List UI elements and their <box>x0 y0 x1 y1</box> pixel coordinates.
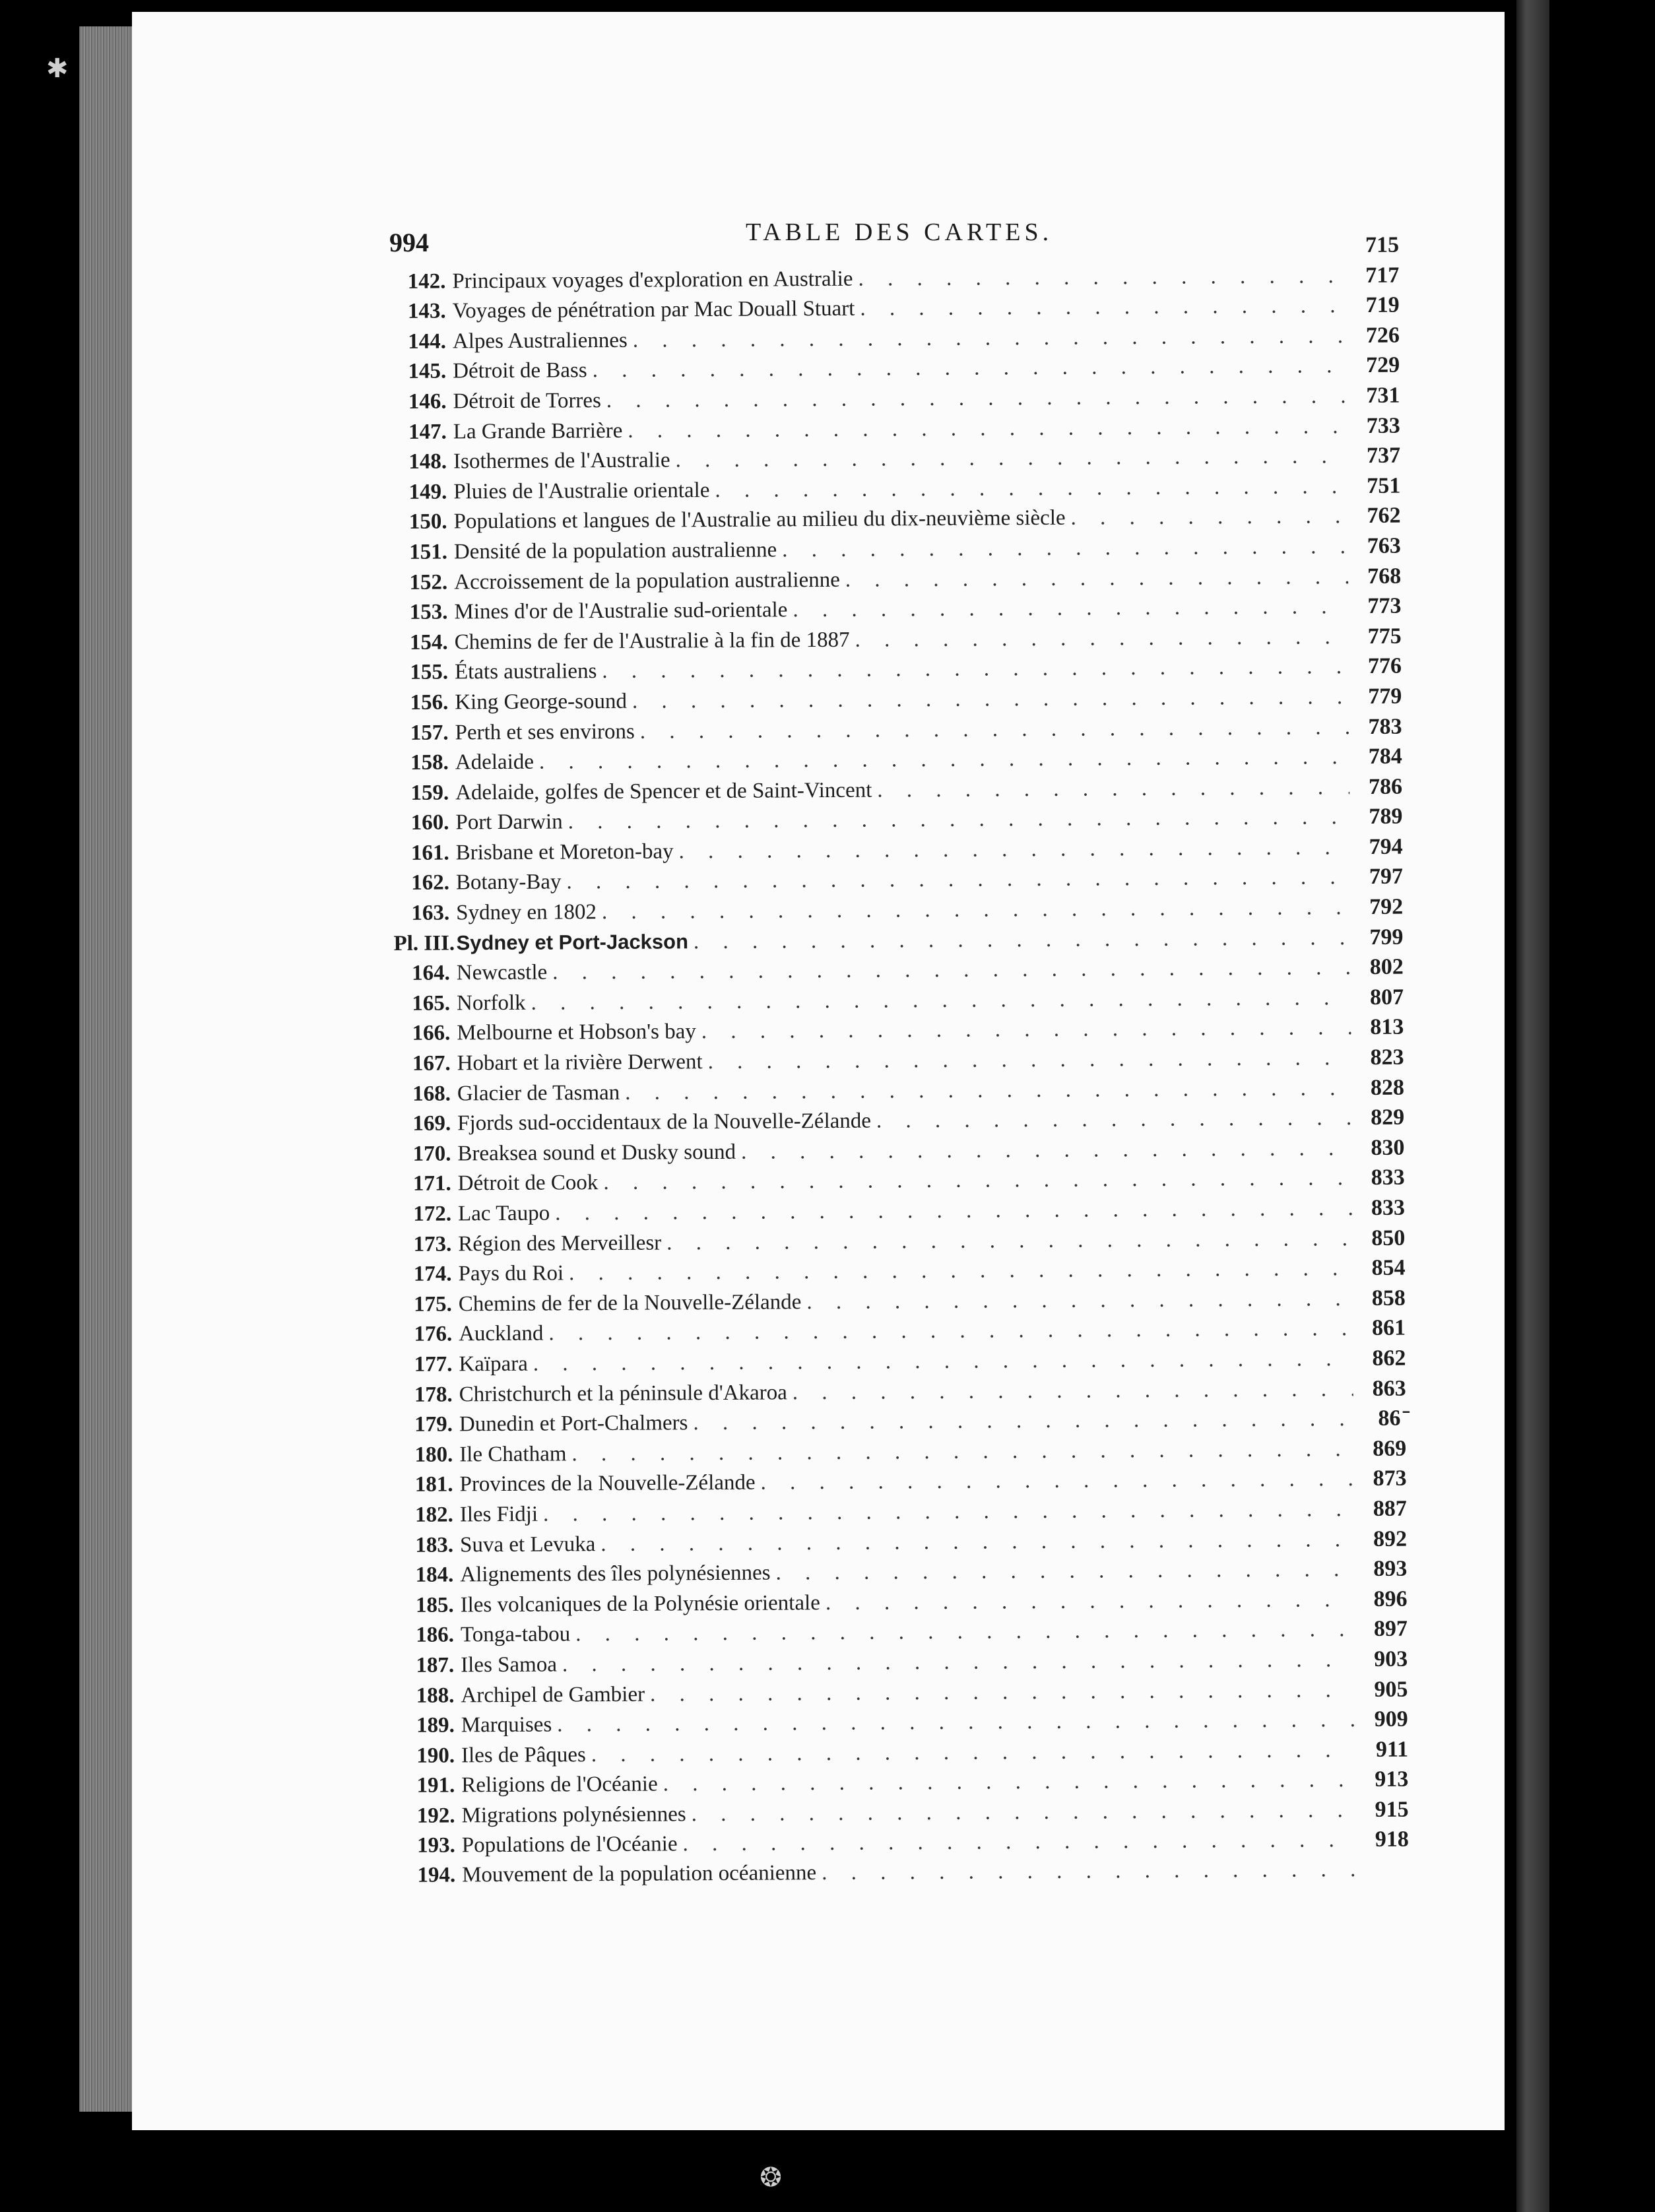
toc-entry-page: 784 <box>1368 744 1402 769</box>
toc-entry-page: 737 <box>1366 443 1401 469</box>
toc-entry-number: 164. <box>411 961 450 986</box>
toc-entry-number: 152. <box>409 570 448 595</box>
toc-entry-number: 151. <box>409 540 448 564</box>
toc-entry-title: Brisbane et Moreton-bay <box>455 839 674 865</box>
toc-dot-leader <box>562 1648 1355 1677</box>
toc-dot-leader <box>860 294 1346 321</box>
toc-dot-leader <box>568 805 1350 834</box>
toc-entry-title: Principaux voyages d'exploration en Australie <box>452 267 853 294</box>
toc-entry-number: 192. <box>416 1804 455 1828</box>
toc-entry-title: Ile Chatham <box>459 1442 567 1467</box>
toc-dot-leader <box>855 625 1348 653</box>
toc-entry-page: 896 <box>1373 1586 1408 1611</box>
toc-dot-leader <box>650 1678 1355 1707</box>
toc-entry-title: Provinces de la Nouvelle-Zélande <box>459 1470 756 1497</box>
toc-entry-title: Densité de la population australienne <box>453 538 777 564</box>
toc-entry-page: 768 <box>1367 564 1402 589</box>
toc-entry-title: Voyages de pénétration par Mac Douall Stuart <box>452 296 855 323</box>
toc-entry-number: 167. <box>412 1051 451 1076</box>
toc-entry-page: 789 <box>1369 804 1403 830</box>
toc-entry-title: Port Darwin <box>455 810 563 835</box>
toc-dot-leader <box>877 775 1349 802</box>
toc-entry-number: 158. <box>410 750 449 775</box>
toc-entry-page: 829 <box>1371 1105 1405 1130</box>
toc-entry-page: 717 <box>1365 263 1400 288</box>
toc-entry-number: 182. <box>414 1503 453 1527</box>
toc-dot-leader <box>569 1256 1353 1285</box>
toc-entry-page: 903 <box>1374 1646 1408 1672</box>
toc-entry-number: 180. <box>414 1443 453 1467</box>
toc-entry-title: Botany-Bay <box>455 870 562 895</box>
toc-entry-number: 169. <box>412 1111 451 1136</box>
toc-entry-number: 189. <box>416 1713 455 1738</box>
toc-entry-title: King George-sound <box>455 689 628 715</box>
toc-entry-number: 179. <box>414 1412 453 1437</box>
toc-entry-number: 159. <box>410 781 449 805</box>
toc-entry-number: 177. <box>414 1352 453 1377</box>
toc-entry-page: 892 <box>1373 1526 1408 1551</box>
toc-dot-leader <box>633 324 1347 353</box>
toc-entry-title: Migrations polynésiennes <box>461 1802 686 1828</box>
toc-entry-title: Pays du Roi <box>458 1261 564 1286</box>
toc-entry-title: Sydney et Port-Jackson <box>456 929 689 955</box>
toc-dot-leader <box>826 1588 1355 1615</box>
toc-dot-leader <box>822 1858 1356 1885</box>
toc-entry-title: Iles volcaniques de la Polynésie orientale <box>460 1590 820 1617</box>
toc-dot-leader <box>555 1196 1352 1225</box>
toc-dot-leader <box>539 745 1349 775</box>
toc-entry-page: 773 <box>1367 593 1402 619</box>
toc-entry-number: 185. <box>415 1593 454 1617</box>
toc-entry-number: 194. <box>417 1863 456 1887</box>
toc-dot-leader <box>666 1227 1352 1255</box>
toc-dot-leader <box>806 1287 1353 1315</box>
toc-entry-number: 161. <box>410 841 449 865</box>
toc-dot-leader <box>693 1407 1353 1435</box>
toc-entry-title: Religions de l'Océanie <box>461 1772 658 1798</box>
toc-entry-number: 153. <box>409 600 448 624</box>
toc-dot-leader <box>793 595 1348 622</box>
toc-entry-page: 862 <box>1372 1346 1406 1371</box>
toc-entry-page: 733 <box>1366 413 1400 438</box>
toc-entry-title: Hobart et la rivière Derwent <box>457 1050 703 1076</box>
toc-dot-leader <box>858 264 1346 292</box>
toc-entry-page: 915 <box>1375 1797 1409 1822</box>
toc-entry-page: 729 <box>1366 353 1400 378</box>
right-page-edge <box>1516 0 1549 2212</box>
toc-entry-page: 823 <box>1370 1045 1404 1070</box>
toc-dot-leader <box>845 565 1349 593</box>
toc-entry-number: 168. <box>412 1082 451 1106</box>
toc-dot-leader <box>760 1467 1353 1495</box>
toc-entry-page: 913 <box>1375 1767 1409 1792</box>
toc-entry-title: Détroit de Bass <box>453 358 587 383</box>
toc-entry-page: 751 <box>1367 473 1401 498</box>
toc-dot-leader <box>678 835 1349 864</box>
ornament-icon: ❂ <box>760 2163 782 2192</box>
toc-entry-title: Auckland <box>459 1321 544 1346</box>
toc-entry-number: 183. <box>415 1532 454 1557</box>
toc-entry-number: 186. <box>416 1623 455 1648</box>
toc-dot-leader <box>548 1317 1353 1346</box>
book-page-edges <box>79 26 139 2112</box>
toc-entry-page: 873 <box>1373 1466 1407 1491</box>
toc-entry-title: Lac Taupo <box>457 1201 550 1226</box>
toc-entry-page: 863 <box>1372 1376 1406 1401</box>
toc-entry-number: 188. <box>416 1683 455 1708</box>
toc-entry-number: 176. <box>414 1322 453 1347</box>
toc-entry-page: 918 <box>1375 1827 1409 1852</box>
toc-dot-leader <box>1070 504 1347 531</box>
toc-dot-leader <box>708 1046 1351 1074</box>
toc-dot-leader <box>600 1528 1354 1557</box>
toc-dot-leader <box>663 1768 1356 1796</box>
table-of-maps <box>389 233 1409 1894</box>
toc-entry-number: 162. <box>411 870 450 895</box>
toc-entry-title: Iles Samoa <box>461 1652 558 1677</box>
toc-entry-title: Suva et Levuka <box>459 1532 596 1557</box>
toc-entry-number: 157. <box>410 720 449 745</box>
toc-entry-page: 776 <box>1367 653 1402 679</box>
toc-entry-title: Chemins de fer de l'Australie à la fin de 1887 <box>454 628 850 655</box>
toc-entry-page: 786 <box>1368 774 1403 799</box>
toc-entry-page: 858 <box>1371 1285 1406 1311</box>
toc-entry-title: Marquises <box>461 1712 552 1738</box>
toc-row <box>399 1858 1409 1894</box>
toc-entry-page: 715 <box>1365 232 1400 257</box>
toc-entry-title: Détroit de Torres <box>453 389 601 414</box>
toc-entry-page: 869 <box>1373 1436 1407 1461</box>
toc-entry-page: 792 <box>1369 894 1404 920</box>
toc-entry-number: 146. <box>408 389 447 414</box>
toc-entry-title: Adelaide <box>455 750 535 775</box>
toc-dot-leader <box>591 1738 1355 1767</box>
toc-entry-number: 149. <box>408 480 447 504</box>
toc-entry-title: Christchurch et la péninsule d'Akaroa <box>459 1380 787 1406</box>
toc-entry-number <box>389 257 452 258</box>
toc-entry-title: Populations et langues de l'Australie au milieu du dix-neuvième siècle <box>453 506 1066 534</box>
toc-spacer <box>457 252 1346 257</box>
toc-entry-page: 799 <box>1369 925 1404 950</box>
page-number: 994 <box>389 228 429 257</box>
toc-entry-number: 145. <box>408 359 447 384</box>
toc-entry-number: Pl. III. <box>393 931 455 956</box>
toc-entry-title: Iles de Pâques <box>461 1742 586 1768</box>
toc-entry-number: 163. <box>411 901 450 925</box>
toc-entry-number: 172. <box>413 1202 452 1226</box>
toc-entry-page: 797 <box>1369 864 1404 890</box>
toc-dot-leader <box>640 715 1349 744</box>
toc-entry-title: Adelaide, golfes de Spencer et de Saint-Vincent <box>455 778 872 805</box>
toc-entry-page: 726 <box>1365 323 1400 348</box>
toc-entry-page: 833 <box>1371 1195 1406 1220</box>
toc-dot-leader <box>628 414 1347 443</box>
toc-entry-number: 160. <box>410 810 449 835</box>
toc-entry-number: 175. <box>414 1292 452 1317</box>
toc-entry-number: 187. <box>416 1653 455 1677</box>
toc-entry-page: 779 <box>1368 684 1402 709</box>
toc-dot-leader <box>543 1497 1354 1527</box>
toc-entry-page: 763 <box>1367 533 1401 558</box>
toc-entry-title: Melbourne et Hobson's bay <box>457 1020 696 1045</box>
toc-entry-number: 148. <box>408 449 447 474</box>
toc-entry-page: 775 <box>1367 624 1402 649</box>
toc-entry-title: Dunedin et Port-Chalmers <box>459 1411 688 1437</box>
toc-entry-page: 731 <box>1366 383 1400 408</box>
toc-entry-title: Tonga-tabou <box>460 1622 571 1647</box>
toc-entry-number: 154. <box>409 630 448 655</box>
toc-entry-number: 190. <box>416 1743 455 1768</box>
toc-dot-leader <box>632 685 1349 714</box>
toc-entry-title: Populations de l'Océanie <box>461 1832 678 1858</box>
toc-dot-leader <box>741 1136 1352 1165</box>
toc-entry-number: 170. <box>412 1142 451 1166</box>
toc-entry-number: 171. <box>412 1171 451 1196</box>
toc-entry-number: 178. <box>414 1382 453 1407</box>
toc-entry-number: 156. <box>410 690 449 715</box>
toc-dot-leader <box>682 1829 1356 1857</box>
toc-entry-title: Perth et ses environs <box>455 719 635 744</box>
toc-entry-page: 909 <box>1374 1707 1408 1732</box>
toc-entry-title: Sydney en 1802 <box>456 900 597 925</box>
toc-entry-number: 181. <box>414 1472 453 1497</box>
toc-entry-title: Isothermes de l'Australie <box>453 448 670 474</box>
toc-dot-leader <box>701 1016 1351 1045</box>
toc-entry-page: 861 <box>1371 1315 1406 1341</box>
toc-dot-leader <box>557 1708 1355 1737</box>
toc-entry-title: Détroit de Cook <box>457 1171 599 1196</box>
toc-entry-title: Pluies de l'Australie orientale <box>453 478 710 504</box>
toc-entry-page: 905 <box>1374 1677 1408 1702</box>
toc-dot-leader <box>692 1798 1356 1827</box>
toc-entry-title: Mines d'or de l'Australie sud-orientale <box>454 598 788 624</box>
toc-dot-leader <box>531 986 1351 1016</box>
toc-entry-title: Newcastle <box>456 960 548 985</box>
toc-entry-title: Norfolk <box>456 991 526 1016</box>
toc-entry-number: 174. <box>413 1262 452 1286</box>
toc-dot-leader <box>602 655 1349 684</box>
toc-entry-page: 802 <box>1369 954 1404 980</box>
toc-entry-title: Fjords sud-occidentaux de la Nouvelle-Zélande <box>457 1109 872 1136</box>
toc-entry-number: 150. <box>408 509 447 535</box>
toc-entry-title: La Grande Barrière <box>453 418 623 443</box>
toc-entry-page: 794 <box>1369 834 1403 859</box>
toc-entry-number: 184. <box>415 1563 454 1587</box>
toc-dot-leader <box>625 1076 1351 1105</box>
toc-entry-number: 173. <box>413 1232 452 1256</box>
toc-entry-title: Mouvement de la population océanienne <box>462 1861 817 1887</box>
toc-entry-title: Alignements des îles polynésiennes <box>460 1561 771 1587</box>
running-title: TABLE DES CARTES. <box>746 218 1053 246</box>
toc-entry-number: 166. <box>412 1021 451 1046</box>
toc-entry-page: 762 <box>1367 503 1401 529</box>
toc-entry-number: 165. <box>412 991 451 1016</box>
toc-dot-leader <box>533 1347 1353 1377</box>
toc-dot-leader <box>793 1377 1353 1405</box>
toc-entry-page: 86 ̄ <box>1378 1406 1407 1431</box>
toc-entry-title: Glacier de Tasman <box>457 1080 620 1106</box>
toc-entry-page: 887 <box>1373 1496 1407 1521</box>
toc-entry-title: Iles Fidji <box>459 1502 538 1527</box>
toc-dot-leader <box>602 895 1351 925</box>
toc-entry-title: Chemins de fer de la Nouvelle-Zélande <box>458 1289 802 1317</box>
toc-entry-page: 833 <box>1371 1165 1405 1190</box>
toc-entry-number: 191. <box>416 1773 455 1798</box>
toc-dot-leader <box>575 1617 1355 1646</box>
right-page-shadow <box>1551 0 1655 2212</box>
toc-entry-title: Breaksea sound et Dusky sound <box>457 1140 736 1166</box>
toc-entry-page: 854 <box>1371 1255 1406 1281</box>
toc-entry-page: 911 <box>1375 1737 1409 1762</box>
toc-dot-leader <box>593 354 1347 383</box>
toc-entry-title: États australiens <box>454 659 597 684</box>
toc-entry-page: 830 <box>1371 1135 1405 1160</box>
toc-entry-number: 143. <box>407 299 446 324</box>
toc-entry-page: 813 <box>1370 1015 1404 1040</box>
toc-dot-leader <box>606 384 1347 413</box>
toc-entry-title: Alpes Australiennes <box>452 328 628 354</box>
toc-dot-leader <box>675 444 1347 472</box>
toc-entry-page: 850 <box>1371 1225 1406 1251</box>
toc-dot-leader <box>876 1106 1351 1133</box>
toc-entry-title: Kaïpara <box>459 1351 528 1377</box>
toc-entry-page: 893 <box>1373 1556 1408 1582</box>
toc-entry-number: 144. <box>408 329 447 354</box>
toc-dot-leader <box>775 1557 1354 1585</box>
binding-mark-icon: ✱ <box>46 53 69 83</box>
toc-dot-leader <box>566 866 1350 895</box>
toc-dot-leader <box>571 1437 1353 1466</box>
toc-dot-leader <box>552 956 1351 985</box>
toc-entry-number: 147. <box>408 420 447 444</box>
toc-entry-page: 783 <box>1368 714 1402 739</box>
toc-entry-page: 719 <box>1365 292 1400 318</box>
toc-dot-leader <box>715 474 1347 503</box>
toc-entry-number: 193. <box>417 1833 455 1858</box>
toc-dot-leader <box>782 535 1348 562</box>
toc-entry-number: 142. <box>407 269 446 294</box>
toc-entry-page: 828 <box>1370 1075 1404 1100</box>
toc-dot-leader <box>694 926 1351 954</box>
toc-entry-title: Archipel de Gambier <box>461 1682 645 1707</box>
toc-entry-page: 897 <box>1373 1616 1408 1642</box>
toc-entry-title: Accroissement de la population australienne <box>454 568 840 594</box>
toc-entry-page: 807 <box>1369 985 1404 1010</box>
toc-entry-title: Région des Merveillesr <box>458 1231 662 1256</box>
toc-entry-number: 155. <box>410 660 449 685</box>
toc-dot-leader <box>603 1167 1352 1196</box>
